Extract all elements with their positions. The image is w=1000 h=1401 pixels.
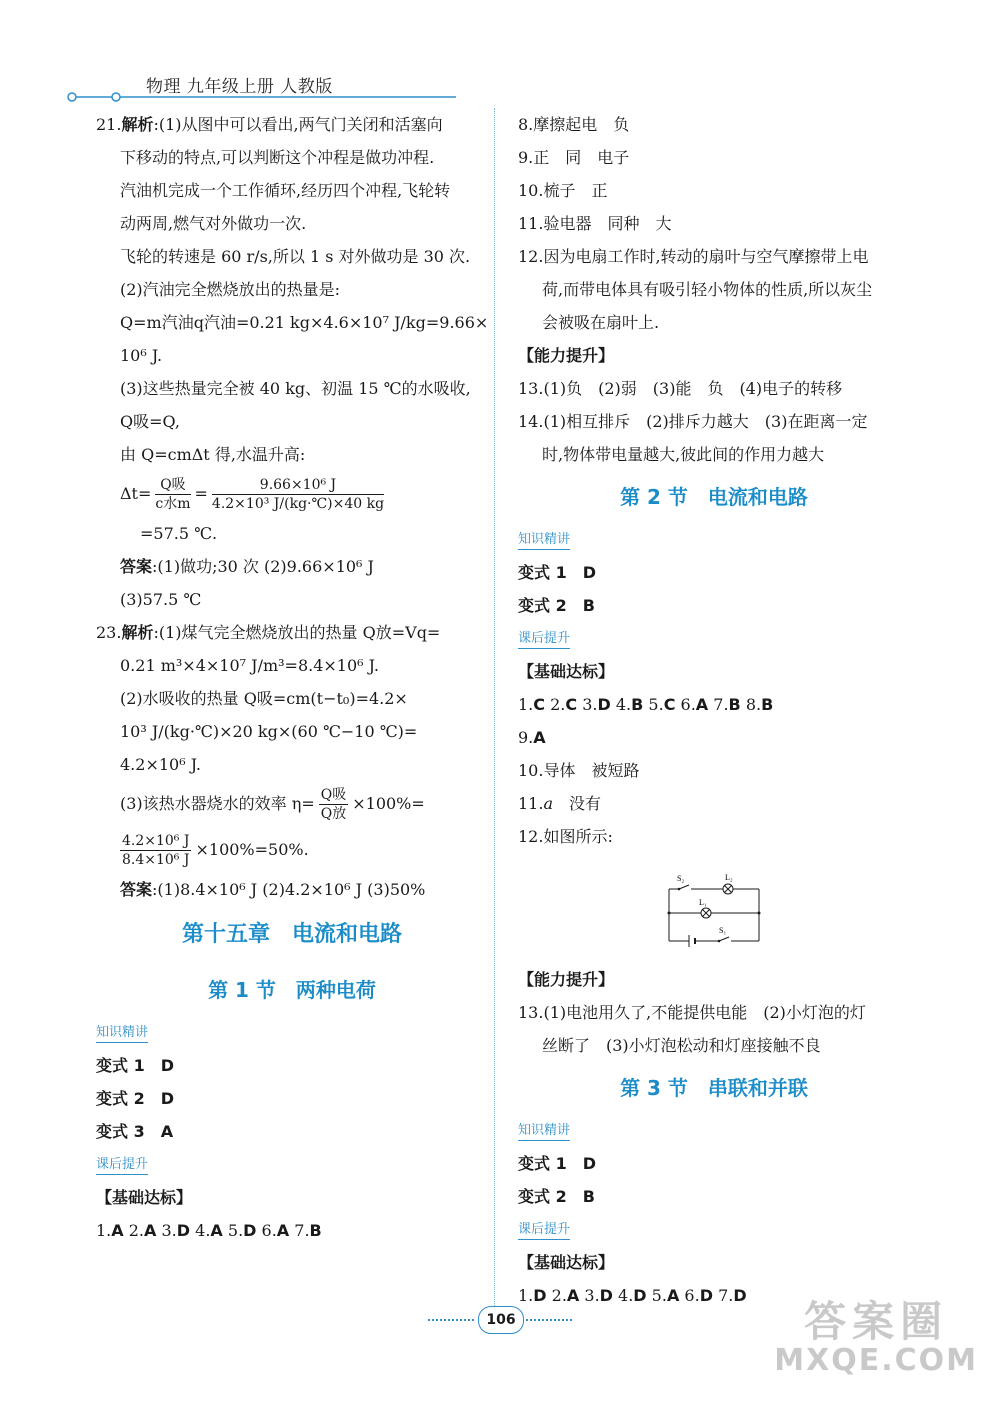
- q21-line-5: 飞轮的转速是 60 r/s,所以 1 s 对外做功是 30 次.: [120, 247, 471, 266]
- q21-line-1: 21.解析:(1)从图中可以看出,两气门关闭和活塞向: [96, 115, 443, 134]
- fraction: $\frac{\text{9.66×10⁶ J}}{\text{4.2×10³ J/(kg·℃)×40 kg}}$: [211, 477, 385, 512]
- q21-line-6: (2)汽油完全燃烧放出的热量是:: [120, 280, 341, 299]
- fraction: $\frac{\text{Q吸}}{\text{Q放}}$: [320, 787, 347, 822]
- q23-efficiency-result: $\frac{\text{4.2×10⁶ J}}{\text{8.4×10⁶ J}}$ ×100%=50%.: [122, 833, 309, 868]
- basic-label: 【基础达标】: [518, 662, 615, 681]
- q21-line-2: 下移动的特点,可以判断这个冲程是做功冲程.: [120, 148, 435, 167]
- junction-dot: [758, 912, 761, 915]
- q23-line-3: (2)水吸收的热量 Q吸=cm(t−t₀)=4.2×: [120, 689, 408, 708]
- q23-efficiency-line: (3)该热水器烧水的效率 η= $\frac{\text{Q吸}}{\text{Q放}}$ ×100%=: [120, 787, 425, 822]
- q21-answer: 答案:(1)做功;30 次 (2)9.66×10⁶ J: [120, 557, 374, 576]
- variant-1: 变式 1 D: [96, 1056, 175, 1075]
- q23-line-2: 0.21 m³×4×10⁷ J/m³=8.4×10⁶ J.: [120, 656, 379, 675]
- lamp-l1-icon: [701, 908, 711, 918]
- label-l1: L₁: [699, 898, 707, 907]
- s3-variant-1: 变式 1 D: [518, 1154, 597, 1173]
- q21-line-11: 由 Q=cmΔt 得,水温升高:: [120, 445, 306, 464]
- circuit-diagram: [518, 853, 910, 963]
- label-s2: S₂: [677, 874, 685, 883]
- tag-row: [518, 1213, 910, 1246]
- q21-line-9: (3)这些热量完全被 40 kg、初温 15 ℃的水吸收,: [120, 379, 471, 398]
- answer-13: 13.(1)负 (2)弱 (3)能 负 (4)电子的转移: [518, 379, 843, 398]
- variant-2: 变式 2 D: [96, 1089, 175, 1108]
- basic-label: 【基础达标】: [96, 1188, 193, 1207]
- s2-ability-13-line-2: 丝断了 (3)小灯泡松动和灯座接触不良: [542, 1036, 821, 1055]
- s2-variant-1: 变式 1 D: [518, 563, 597, 582]
- lamp-l2-icon: [723, 884, 733, 894]
- ability-label: 【能力提升】: [518, 970, 615, 989]
- answer-11: 11.验电器 同种 大: [518, 214, 672, 233]
- s2-ability-13-line-1: 13.(1)电池用久了,不能提供电能 (2)小灯泡的灯: [518, 1003, 866, 1022]
- basic-label: 【基础达标】: [518, 1253, 615, 1272]
- left-column: [96, 108, 488, 1247]
- chapter-title: 第十五章 电流和电路: [181, 922, 402, 947]
- watermark-bottom: MXQE.COM: [774, 1343, 978, 1378]
- right-column: [518, 108, 910, 1312]
- q21-line-10: Q吸=Q,: [120, 412, 180, 431]
- tag-row: [96, 1148, 488, 1181]
- fraction: $\frac{\text{Q吸}}{\text{c水m}}$: [155, 477, 191, 512]
- q21-line-4: 动两周,燃气对外做功一次.: [120, 214, 307, 233]
- page-number-decoration: [428, 1319, 474, 1321]
- tag-row: [518, 523, 910, 556]
- q21-line-12: =57.5 ℃.: [140, 524, 218, 543]
- answer-8: 8.摩擦起电 负: [518, 115, 630, 134]
- circuit-svg: [659, 869, 769, 949]
- answer-14-line-1: 14.(1)相互排斥 (2)排斥力越大 (3)在距离一定: [518, 412, 868, 431]
- answer-12-line-1: 12.因为电扇工作时,转动的扇叶与空气摩擦带上电: [518, 247, 869, 266]
- tag-row: [518, 622, 910, 655]
- s2-answer-10: 10.导体 被短路: [518, 761, 640, 780]
- header-decoration-line: [66, 90, 456, 104]
- page-number: 106: [478, 1306, 524, 1334]
- answer-12-line-2: 荷,而带电体具有吸引轻小物体的性质,所以灰尘: [542, 280, 873, 299]
- after-class-tag: 课后提升: [518, 630, 570, 649]
- watermark-logo: [774, 1299, 978, 1377]
- s2-answer-12: 12.如图所示:: [518, 827, 613, 846]
- tag-row: [96, 1016, 488, 1049]
- s3-basic-answers: 1.D 2.A 3.D 4.D 5.A 6.D 7.D: [518, 1286, 747, 1305]
- section-2-title: 第 2 节 电流和电路: [620, 485, 808, 509]
- q21-line-8: 10⁶ J.: [120, 346, 163, 365]
- section-3-title: 第 3 节 串联和并联: [620, 1076, 808, 1100]
- knowledge-tag: 知识精讲: [96, 1024, 148, 1043]
- watermark-top: 答案圈: [804, 1297, 949, 1346]
- after-class-tag: 课后提升: [96, 1156, 148, 1175]
- answer-14-line-2: 时,物体带电量越大,彼此间的作用力越大: [542, 445, 825, 464]
- knowledge-tag: 知识精讲: [518, 531, 570, 550]
- junction-dot: [668, 912, 671, 915]
- answer-9: 9.正 同 电子: [518, 148, 630, 167]
- knowledge-tag: 知识精讲: [518, 1122, 570, 1141]
- answer-10: 10.梳子 正: [518, 181, 608, 200]
- answer-12-line-3: 会被吸在扇叶上.: [542, 313, 660, 332]
- q23-line-1: 23.解析:(1)煤气完全燃烧放出的热量 Q放=Vq=: [96, 623, 441, 642]
- switch-s1-icon: [718, 940, 721, 943]
- label-s1: S₁: [719, 926, 727, 935]
- basic-answers: 1.A 2.A 3.D 4.A 5.D 6.A 7.B: [96, 1221, 322, 1240]
- label-l2: L₂: [725, 873, 733, 882]
- fraction: $\frac{\text{4.2×10⁶ J}}{\text{8.4×10⁶ J}}$: [122, 833, 190, 868]
- s3-variant-2: 变式 2 B: [518, 1187, 595, 1206]
- switch-s2-icon: [678, 888, 681, 891]
- s2-variant-2: 变式 2 B: [518, 596, 595, 615]
- s2-basic-answers: 1.C 2.C 3.D 4.B 5.C 6.A 7.B 8.B: [518, 695, 774, 714]
- column-divider: [494, 108, 495, 1308]
- ability-label: 【能力提升】: [518, 346, 615, 365]
- variant-3: 变式 3 A: [96, 1122, 174, 1141]
- q21-line-3: 汽油机完成一个工作循环,经历四个冲程,飞轮转: [120, 181, 451, 200]
- q23-line-5: 4.2×10⁶ J.: [120, 755, 201, 774]
- q21-formula: Δt= $\frac{\text{Q吸}}{\text{c水m}}$ = $\frac{\text{9.66×10⁶ J}}{\text{4.2×10³ J/(kg·℃)×40 kg}}$: [120, 477, 385, 512]
- section-1-title: 第 1 节 两种电荷: [208, 978, 376, 1002]
- s2-answer-11: 11.a 没有: [518, 794, 602, 813]
- q21-line-7: Q=m汽油q汽油=0.21 kg×4.6×10⁷ J/kg=9.66×: [120, 313, 489, 332]
- after-class-tag: 课后提升: [518, 1221, 570, 1240]
- s2-answer-9: 9.A: [518, 728, 546, 747]
- tag-row: [518, 1114, 910, 1147]
- page-number-decoration: [526, 1319, 572, 1321]
- battery-icon: [689, 935, 695, 947]
- q23-line-4: 10³ J/(kg·℃)×20 kg×(60 ℃−10 ℃)=: [120, 722, 418, 741]
- q23-answer: 答案:(1)8.4×10⁶ J (2)4.2×10⁶ J (3)50%: [120, 880, 426, 899]
- q21-answer-2: (3)57.5 ℃: [120, 590, 202, 609]
- page-header-title: 物理 九年级上册 人教版: [146, 77, 333, 97]
